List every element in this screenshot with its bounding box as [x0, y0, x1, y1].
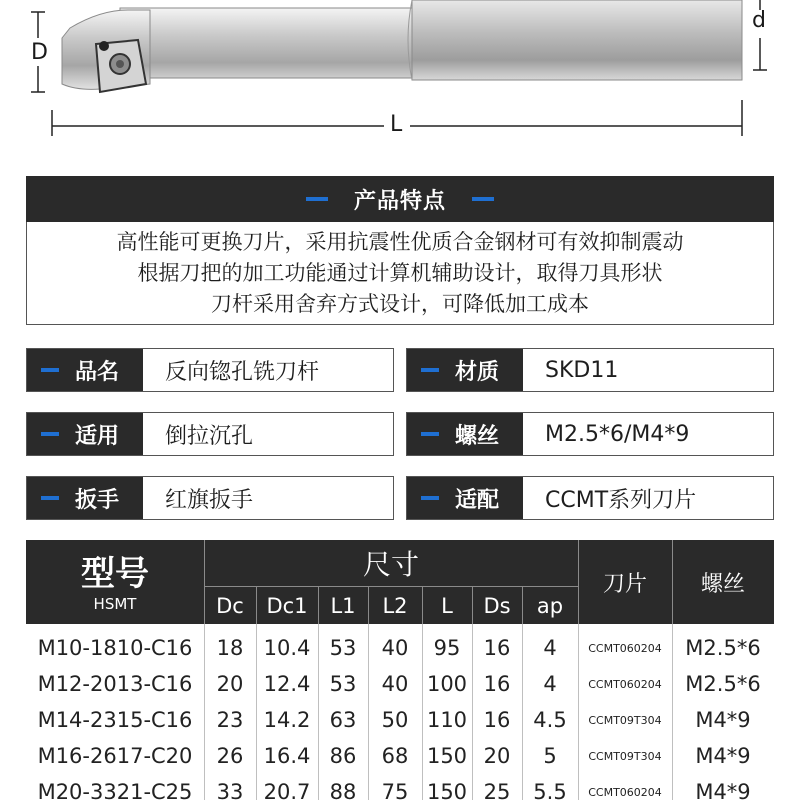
divider [672, 624, 673, 800]
features-body [26, 222, 774, 325]
divider [522, 624, 523, 800]
cell-insert: CCMT09T304 [588, 713, 662, 727]
divider [578, 540, 579, 624]
tool-drawing [0, 0, 800, 170]
feature-line: 刀杆采用舍弃方式设计，可降低加工成本 [211, 291, 589, 316]
insert-header: 刀片 [602, 571, 647, 597]
divider [204, 540, 205, 624]
divider [204, 624, 205, 800]
spec-screw [406, 412, 774, 456]
screw-header: 螺丝 [700, 571, 745, 597]
divider [204, 586, 578, 587]
cell-l1: 63 [329, 708, 357, 732]
spec-table [26, 540, 774, 800]
size-col-header: Dc [216, 593, 244, 618]
divider [672, 540, 673, 624]
cell-l1: 88 [329, 780, 357, 800]
spec-compatible [406, 476, 774, 520]
spec-value: M2.5*6/M4*9 [545, 421, 690, 447]
divider [472, 624, 473, 800]
cell-dc: 33 [216, 780, 244, 800]
cell-screw: M4*9 [695, 780, 751, 800]
cell-insert: CCMT09T304 [588, 749, 662, 763]
cell-l2: 68 [381, 744, 409, 768]
cell-dc1: 16.4 [263, 744, 311, 768]
cell-ap: 4 [543, 636, 557, 660]
cell-l2: 50 [381, 708, 409, 732]
features-header [26, 176, 774, 222]
size-col-header: L1 [330, 593, 356, 618]
spec-label: 扳手 [75, 487, 120, 513]
cell-model: M20-3321-C25 [37, 780, 193, 800]
dash-icon [421, 432, 439, 436]
cell-dc1: 20.7 [263, 780, 311, 800]
table-header [26, 540, 774, 624]
cell-ap: 4 [543, 672, 557, 696]
cell-l: 110 [426, 708, 468, 732]
divider [318, 624, 319, 800]
spec-material [406, 348, 774, 392]
table-row [26, 666, 774, 702]
divider [256, 587, 257, 624]
cell-l: 95 [433, 636, 461, 660]
dash-icon [306, 197, 328, 201]
dimension-L-label: L [390, 112, 403, 137]
cell-insert: CCMT060204 [588, 641, 662, 655]
size-col-header: ap [536, 593, 564, 618]
cell-screw: M4*9 [695, 744, 751, 768]
spec-value: CCMT系列刀片 [545, 487, 697, 513]
cell-l: 100 [426, 672, 468, 696]
cell-insert: CCMT060204 [588, 785, 662, 799]
cell-ap: 5.5 [533, 780, 567, 800]
spec-wrench [26, 476, 394, 520]
size-header: 尺寸 [362, 548, 419, 581]
dash-icon [41, 432, 59, 436]
divider [368, 624, 369, 800]
size-col-header: Ds [483, 593, 511, 618]
cell-dc: 20 [216, 672, 244, 696]
cell-dc1: 12.4 [263, 672, 311, 696]
dash-icon [421, 496, 439, 500]
cell-ap: 5 [543, 744, 557, 768]
size-col-header: L2 [382, 593, 408, 618]
divider [422, 587, 423, 624]
model-header: 型号 [81, 553, 149, 594]
spec-value: 红旗扳手 [165, 487, 254, 513]
dimension-d-label: d [752, 8, 766, 33]
cell-ds: 16 [483, 708, 511, 732]
cell-ds: 16 [483, 636, 511, 660]
cell-model: M12-2013-C16 [37, 672, 193, 696]
table-row [26, 630, 774, 666]
cell-model: M16-2617-C20 [37, 744, 193, 768]
cell-screw: M4*9 [695, 708, 751, 732]
size-col-header: L [441, 593, 453, 618]
model-subheader: HSMT [93, 595, 137, 613]
table-row [26, 738, 774, 774]
spec-value: 倒拉沉孔 [165, 423, 254, 449]
cell-dc: 18 [216, 636, 244, 660]
divider [422, 624, 423, 800]
spec-label: 螺丝 [455, 423, 500, 449]
cell-ap: 4.5 [533, 708, 567, 732]
cell-dc: 23 [216, 708, 244, 732]
cell-l1: 86 [329, 744, 357, 768]
cell-l2: 40 [381, 672, 409, 696]
cell-model: M10-1810-C16 [37, 636, 193, 660]
spec-value: 反向锪孔铣刀杆 [165, 359, 320, 385]
table-row [26, 774, 774, 800]
feature-line: 高性能可更换刀片，采用抗震性优质合金钢材可有效抑制震动 [116, 229, 684, 254]
cell-l2: 75 [381, 780, 409, 800]
feature-line: 根据刀把的加工功能通过计算机辅助设计，取得刀具形状 [137, 260, 663, 285]
cell-l: 150 [426, 744, 468, 768]
cell-model: M14-2315-C16 [37, 708, 193, 732]
cell-screw: M2.5*6 [685, 672, 761, 696]
cell-insert: CCMT060204 [588, 677, 662, 691]
cell-ds: 20 [483, 744, 511, 768]
cell-l: 150 [426, 780, 468, 800]
features-title: 产品特点 [353, 188, 446, 214]
spec-value: SKD11 [545, 357, 619, 383]
spec-label: 品名 [75, 359, 120, 385]
cell-l1: 53 [329, 672, 357, 696]
spec-product-name [26, 348, 394, 392]
cell-ds: 25 [483, 780, 511, 800]
table-row [26, 702, 774, 738]
divider [522, 587, 523, 624]
dash-icon [41, 368, 59, 372]
cell-l2: 40 [381, 636, 409, 660]
cell-dc1: 14.2 [263, 708, 311, 732]
cell-ds: 16 [483, 672, 511, 696]
dimension-D-label: D [31, 40, 48, 65]
divider [368, 587, 369, 624]
cell-dc1: 10.4 [263, 636, 311, 660]
cell-dc: 26 [216, 744, 244, 768]
dash-icon [421, 368, 439, 372]
dash-icon [41, 496, 59, 500]
spec-label: 适用 [75, 423, 120, 449]
spec-label: 材质 [455, 359, 500, 385]
divider [472, 587, 473, 624]
divider [578, 624, 579, 800]
dash-icon [472, 197, 494, 201]
divider [318, 587, 319, 624]
spec-label: 适配 [455, 487, 500, 513]
spec-application [26, 412, 394, 456]
cell-screw: M2.5*6 [685, 636, 761, 660]
cell-l1: 53 [329, 636, 357, 660]
size-col-header: Dc1 [266, 593, 308, 618]
divider [256, 624, 257, 800]
